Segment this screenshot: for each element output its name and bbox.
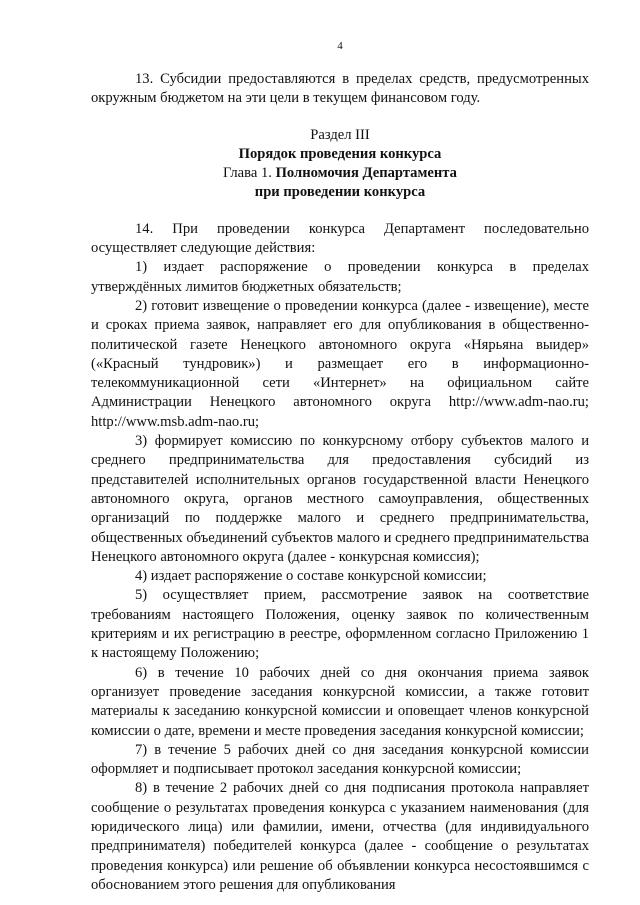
list-item-5: 5) осуществляет прием, рассмотрение заявок на соответствие требованиям настоящего Положения, оценку заявок по количественным критериям и их регистрацию в реестре, оформленном согласно Приложению 1 к настоящему Положению;	[91, 587, 589, 662]
list-item-7: 7) в течение 5 рабочих дней со дня заседания конкурсной комиссии оформляет и подписывает протокол заседания конкурсной комиссии;	[91, 741, 589, 778]
page-number: 4	[337, 40, 343, 52]
spacer	[91, 203, 589, 220]
section-title: Порядок проведения конкурса	[238, 145, 442, 162]
chapter-prefix: Глава 1.	[223, 165, 272, 182]
chapter-title-line1: Полномочия Департамента	[275, 165, 457, 182]
list-item-2: 2) готовит извещение о проведении конкурса (далее - извещение), месте и сроках приема заявок, направляет его для опубликования в общественно-политической газете Ненецкого автономного округа «Нярьяна выидер» («Красный тундровик») и размещает его в информационно-телекоммуникационной сети «Интернет» на официальном сайте Администрации Ненецкого автономного округа http://www.adm-nao.ru; http://www.msb.adm-nao.ru;	[91, 297, 589, 430]
spacer	[91, 109, 589, 126]
chapter-title-line2: при проведении конкурса	[254, 184, 426, 201]
paragraph-14: 14. При проведении конкурса Департамент последовательно осуществляет следующие действия:	[91, 220, 589, 257]
list-item-8: 8) в течение 2 рабочих дней со дня подписания протокола направляет сообщение о результатах проведения конкурса с указанием наименования (для юридического лица) или фамилии, имени, отчества (для индивидуального предпринимателя) победителей конкурса (далее - сообщение о результатах проведения конкурса) или решение об объявлении конкурса несостоявшимся с обоснованием этого решения для опубликования	[91, 780, 589, 893]
list-item-3: 3) формирует комиссию по конкурсному отбору субъектов малого и среднего предпринимательства для предоставления субсидий из представителей исполнительных органов государственной власти Ненецкого автономного округа, органов местного самоуправления, общественных организаций по поддержке малого и среднего предпринимательства, общественных объединений субъектов малого и среднего предпринимательства Ненецкого автономного округа (далее - конкурсная комиссия);	[91, 433, 589, 565]
section-label: Раздел III	[310, 126, 370, 143]
list-item-4: 4) издает распоряжение о составе конкурсной комиссии;	[135, 568, 487, 585]
list-item-1: 1) издает распоряжение о проведении конкурса в пределах утверждённых лимитов бюджетных обязательств;	[91, 259, 589, 295]
list-item-6: 6) в течение 10 рабочих дней со дня окончания приема заявок организует проведение заседания конкурсной комиссии, а также готовит материалы к заседанию конкурсной комиссии и оповещает членов конкурсной комиссии о дате, времени и месте проведения заседания конкурсной комиссии;	[91, 664, 589, 739]
paragraph-13: 13. Субсидии предоставляются в пределах средств, предусмотренных окружным бюджетом на эти цели в текущем финансовом году.	[91, 71, 589, 107]
chapter-heading	[91, 164, 589, 183]
